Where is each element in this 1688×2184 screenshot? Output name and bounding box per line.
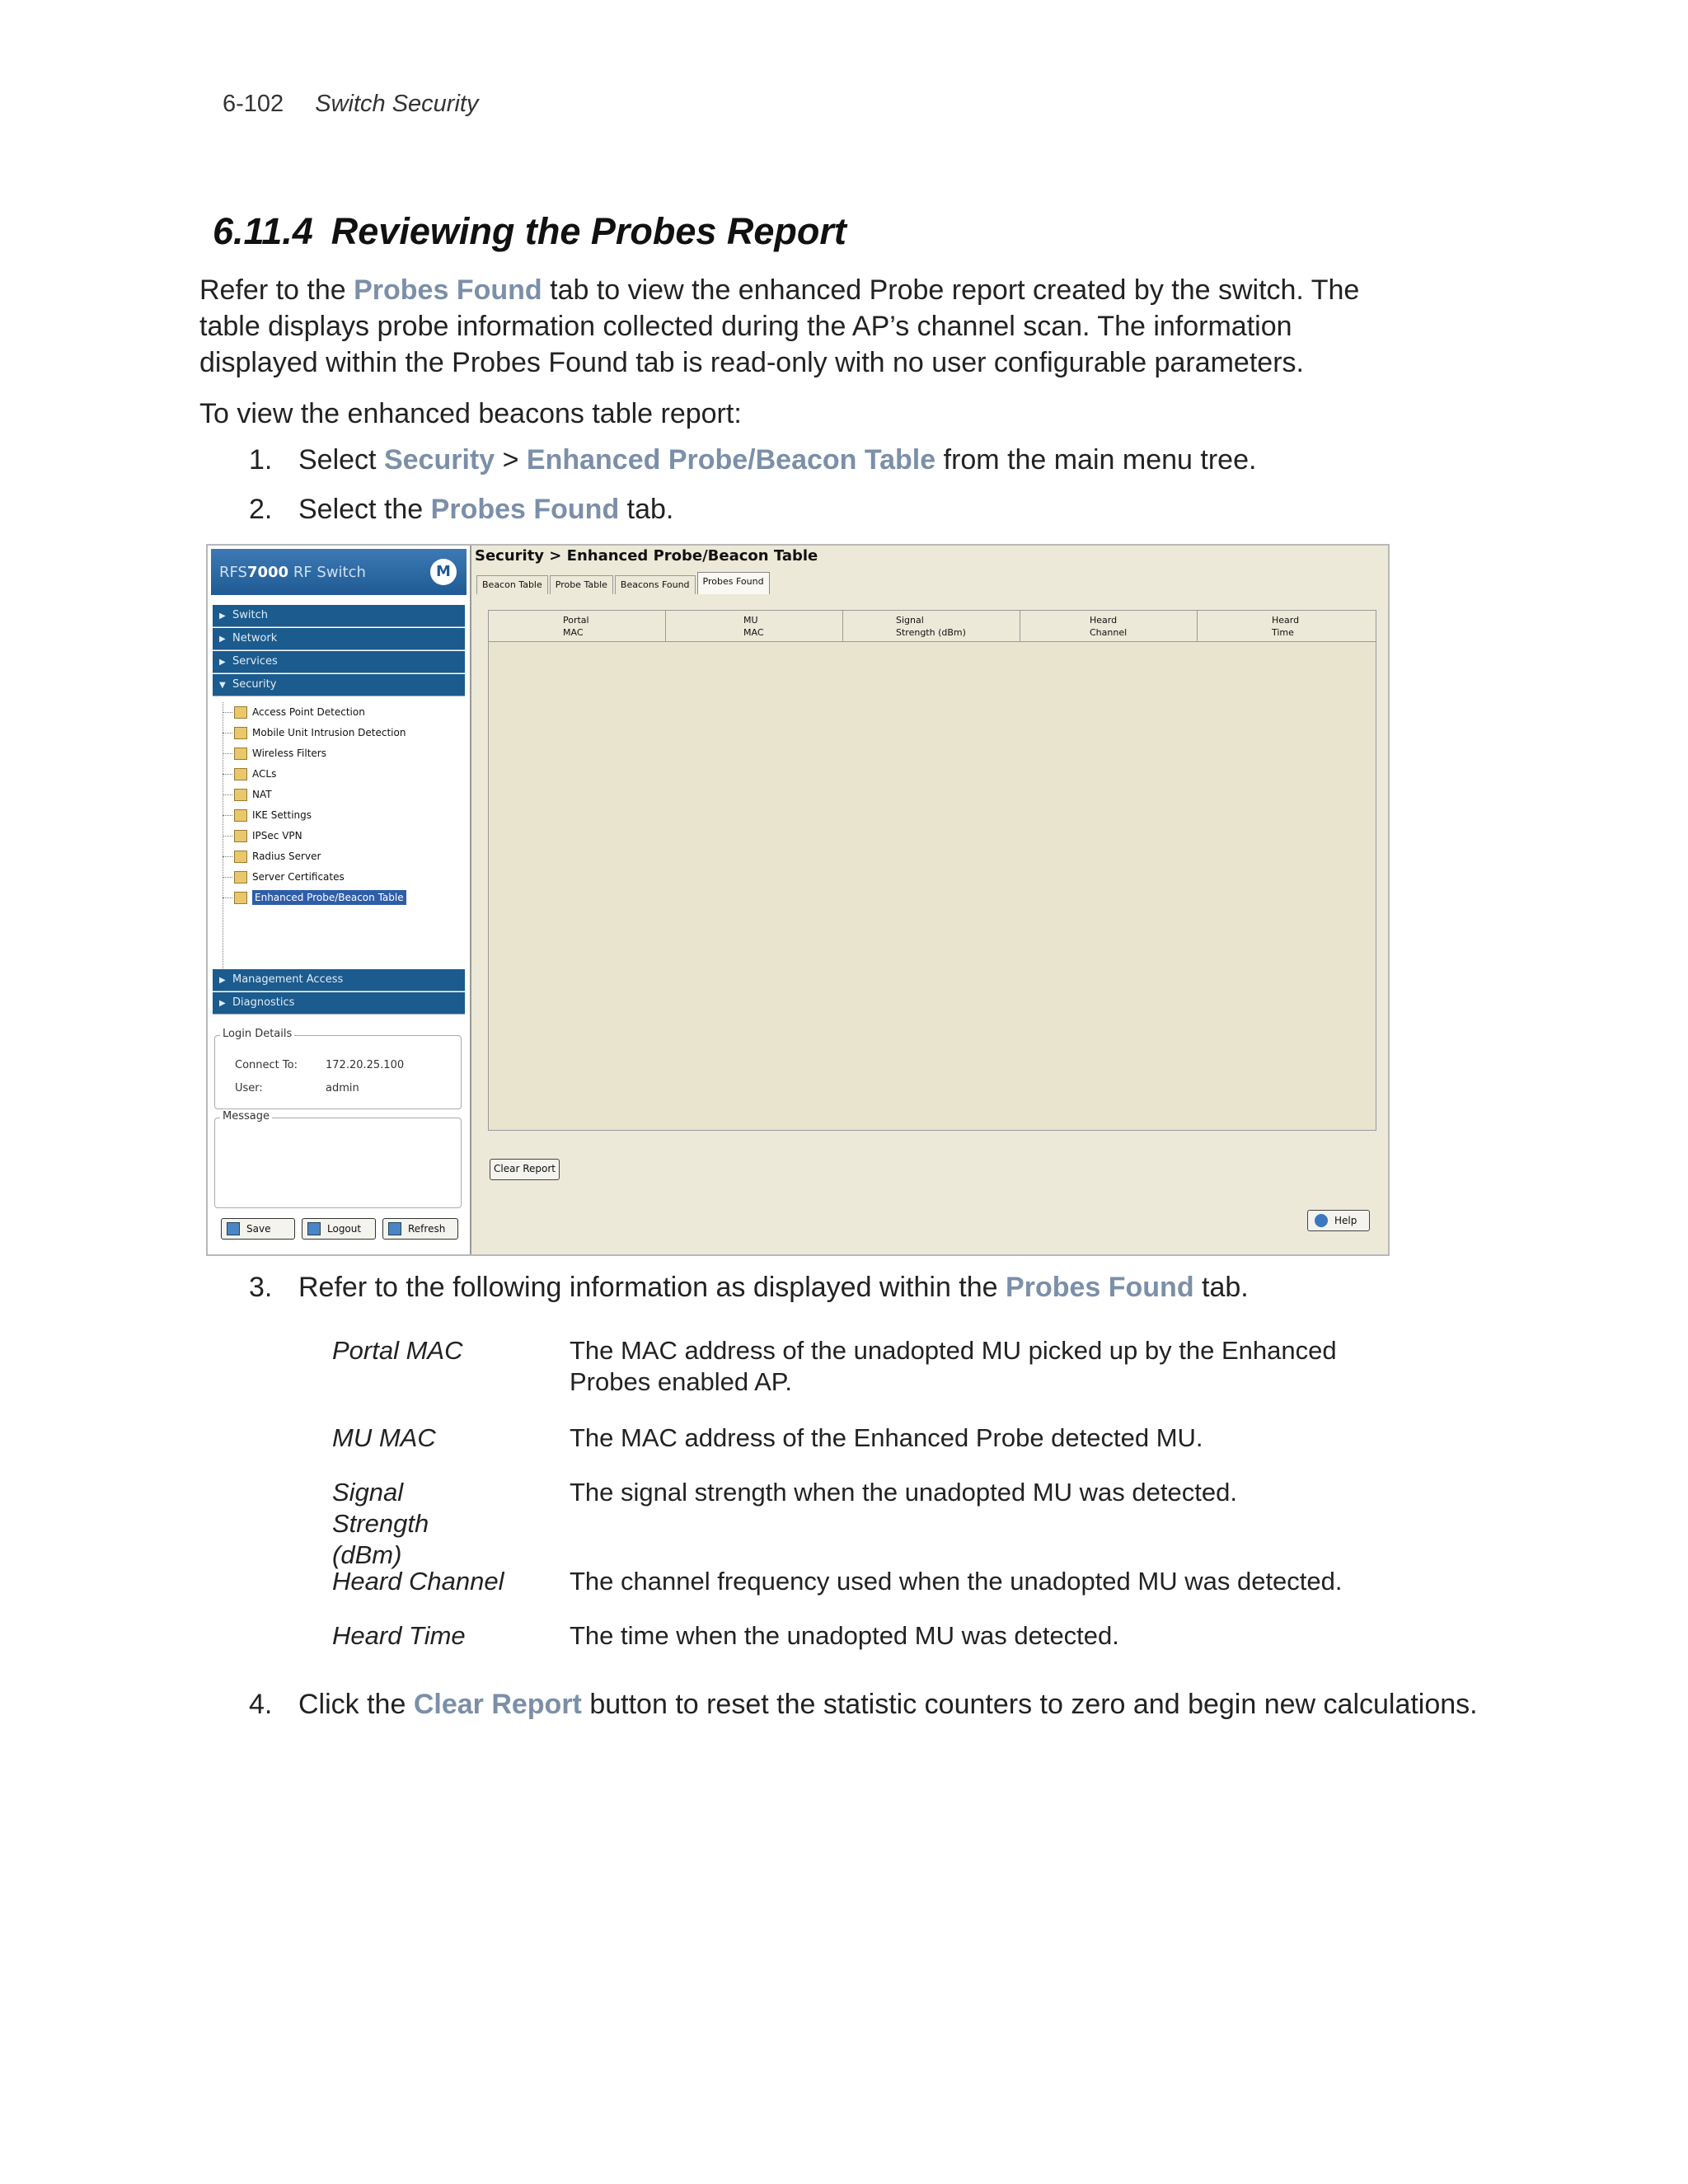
- page-header: [223, 91, 478, 118]
- column-label: Heard Channel: [1090, 615, 1128, 638]
- step-text: tab.: [619, 494, 674, 525]
- tree-branch: [223, 836, 232, 837]
- save-button[interactable]: [221, 1218, 295, 1240]
- app-title-model: 7000: [246, 564, 289, 581]
- definition-term: Portal MAC: [332, 1336, 463, 1365]
- certificate-icon: [234, 871, 247, 883]
- connect-to-label: Connect To:: [235, 1059, 298, 1071]
- probes-found-link: Probes Found: [1006, 1272, 1194, 1303]
- step-number: 2.: [249, 494, 273, 525]
- logout-icon: [307, 1222, 321, 1235]
- definition-mu-mac: [332, 1422, 1404, 1455]
- tree-item-acls[interactable]: [216, 764, 463, 785]
- app-title: [219, 564, 366, 581]
- tab-probe-table[interactable]: Probe Table: [550, 575, 613, 594]
- triangle-right-icon: ▶: [219, 635, 226, 644]
- tree-label: Access Point Detection: [252, 706, 365, 718]
- nav-item-security[interactable]: [213, 674, 465, 696]
- definition-description: The MAC address of the Enhanced Probe detected MU.: [570, 1423, 1203, 1452]
- step-text: Select the: [298, 494, 431, 525]
- clear-report-button[interactable]: Clear Report: [490, 1159, 560, 1180]
- help-label: Help: [1334, 1215, 1357, 1226]
- definition-term: Signal Strength (dBm): [332, 1478, 429, 1569]
- clear-report-link: Clear Report: [413, 1689, 582, 1720]
- step-text: >: [495, 444, 527, 476]
- definition-description: The time when the unadopted MU was detected.: [570, 1621, 1119, 1650]
- step-text: Refer to the following information as displayed within the: [298, 1272, 1006, 1303]
- nav-item-switch[interactable]: [213, 605, 465, 627]
- message-legend: Message: [220, 1110, 272, 1122]
- nav-item-diagnostics[interactable]: [213, 992, 465, 1015]
- triangle-right-icon: ▶: [219, 612, 226, 621]
- tree-item-mobile-unit-intrusion-detection[interactable]: [216, 723, 463, 743]
- column-label: Heard Time: [1272, 615, 1300, 638]
- definition-heard-time: [332, 1620, 1404, 1653]
- definition-portal-mac: [332, 1335, 1404, 1401]
- nav-label: Network: [232, 632, 278, 644]
- folder-icon: [234, 727, 247, 739]
- section-heading: [213, 210, 846, 253]
- help-icon: [1315, 1214, 1328, 1227]
- intro-text-2: tab to view the enhanced Probe report created by the switch. The table displays probe information collected during the AP’s channel scan. The information displayed within the Probes Found tab is read-only with no user configurable parameters.: [199, 274, 1360, 378]
- tree-item-ipsec-vpn[interactable]: [216, 826, 463, 846]
- triangle-right-icon: ▶: [219, 999, 226, 1008]
- column-label: Portal MAC: [563, 615, 589, 638]
- enhanced-probe-beacon-table-link: Enhanced Probe/Beacon Table: [526, 444, 936, 476]
- user-label: User:: [235, 1082, 263, 1094]
- step-number: 3.: [249, 1272, 273, 1303]
- login-details-legend: Login Details: [220, 1028, 294, 1040]
- logout-button[interactable]: [302, 1218, 376, 1240]
- definition-description: The channel frequency used when the unadopted MU was detected.: [570, 1567, 1343, 1596]
- nav-item-management-access[interactable]: [213, 969, 465, 991]
- app-title-prefix: RFS: [219, 564, 247, 581]
- tab-beacons-found[interactable]: Beacons Found: [615, 575, 696, 594]
- user-value: admin: [326, 1082, 359, 1094]
- folder-icon: [234, 892, 247, 904]
- definition-term: Heard Channel: [332, 1567, 504, 1596]
- triangle-right-icon: ▶: [219, 658, 226, 667]
- probes-table: [488, 610, 1376, 1131]
- tree-item-server-certificates[interactable]: [216, 867, 463, 888]
- logout-label: Logout: [327, 1223, 362, 1235]
- tree-label: Server Certificates: [252, 871, 345, 883]
- to-view-text: To view the enhanced beacons table report:: [199, 398, 742, 429]
- tree-branch: [223, 856, 232, 857]
- probes-found-link: Probes Found: [430, 494, 620, 525]
- folder-icon: [234, 706, 247, 719]
- folder-icon: [234, 768, 247, 780]
- tree-label: IKE Settings: [252, 809, 312, 821]
- refresh-icon: [388, 1222, 401, 1235]
- column-label: Signal Strength (dBm): [896, 615, 966, 638]
- column-label: MU MAC: [743, 615, 764, 638]
- tree-branch: [223, 753, 232, 754]
- security-tree: [216, 702, 463, 908]
- left-panel: [208, 546, 471, 1254]
- step-3: [249, 1269, 1249, 1305]
- step-text: Click the: [298, 1689, 414, 1720]
- page-number: 6-102: [223, 91, 284, 117]
- screenshot-figure: [206, 544, 1390, 1256]
- nav-label: Diagnostics: [232, 996, 295, 1009]
- save-icon: [227, 1222, 240, 1235]
- key-icon: [234, 830, 247, 842]
- intro-probes-found-link: Probes Found: [354, 274, 542, 306]
- lock-icon: [234, 809, 247, 822]
- step-2: [249, 491, 673, 527]
- tree-branch: [223, 774, 232, 775]
- tree-label: Enhanced Probe/Beacon Table: [252, 890, 406, 905]
- nav-label: Switch: [232, 609, 268, 621]
- tree-branch: [223, 712, 232, 713]
- column-header-mu-mac[interactable]: [666, 611, 843, 642]
- nav-item-network[interactable]: [213, 628, 465, 650]
- intro-paragraph: [199, 272, 1395, 381]
- step-1: [249, 442, 1256, 478]
- definition-signal-strength: [332, 1477, 1404, 1569]
- column-header-signal-strength[interactable]: [843, 611, 1020, 642]
- definition-description: The MAC address of the unadopted MU picked up by the Enhanced Probes enabled AP.: [570, 1336, 1337, 1396]
- section-title: Switch Security: [315, 91, 479, 117]
- step-text: from the main menu tree.: [935, 444, 1257, 476]
- nav-label: Security: [232, 678, 277, 691]
- nav-label: Management Access: [232, 973, 344, 986]
- tree-branch: [223, 815, 232, 816]
- tree-item-access-point-detection[interactable]: [216, 702, 463, 723]
- connect-to-value: 172.20.25.100: [326, 1059, 405, 1071]
- step-text: button to reset the statistic counters to zero and begin new calculations.: [581, 1689, 1478, 1720]
- column-header-heard-time[interactable]: [1198, 611, 1376, 642]
- definition-heard-channel: [332, 1566, 1404, 1599]
- save-label: Save: [246, 1223, 271, 1235]
- tree-branch: [223, 794, 232, 795]
- step-4: [249, 1686, 1478, 1722]
- server-icon: [234, 851, 247, 863]
- definition-term: MU MAC: [332, 1423, 436, 1452]
- panel-title: Security > Enhanced Probe/Beacon Table: [475, 547, 818, 565]
- motorola-logo: M: [430, 559, 457, 585]
- triangle-right-icon: ▶: [219, 976, 226, 985]
- step-text: tab.: [1193, 1272, 1249, 1303]
- nav-label: Services: [232, 655, 278, 668]
- definition-term: Heard Time: [332, 1621, 466, 1650]
- column-header-heard-channel[interactable]: [1020, 611, 1198, 642]
- tree-label: Radius Server: [252, 851, 321, 862]
- tree-item-radius-server[interactable]: [216, 846, 463, 867]
- app-title-suffix: RF Switch: [288, 564, 366, 581]
- security-link: Security: [383, 444, 495, 476]
- app-title-bar: [211, 549, 467, 595]
- tab-beacon-table[interactable]: Beacon Table: [476, 575, 548, 594]
- folder-icon: [234, 789, 247, 801]
- folder-icon: [234, 748, 247, 760]
- step-number: 1.: [249, 444, 273, 476]
- triangle-down-icon: ▼: [219, 681, 226, 690]
- step-text: Select: [298, 444, 384, 476]
- tree-item-enhanced-probe-beacon-table[interactable]: [216, 888, 463, 908]
- tree-label: NAT: [252, 789, 272, 800]
- step-number: 4.: [249, 1689, 273, 1720]
- intro-text-1: Refer to the: [199, 274, 354, 306]
- login-details-group: [214, 1028, 462, 1109]
- message-group: [214, 1110, 462, 1208]
- nav-item-services[interactable]: [213, 651, 465, 673]
- tree-branch: [223, 877, 232, 878]
- tab-bar: [476, 572, 771, 592]
- help-button[interactable]: [1307, 1210, 1370, 1231]
- tree-item-wireless-filters[interactable]: [216, 743, 463, 764]
- tree-label: IPSec VPN: [252, 830, 302, 841]
- tree-item-nat[interactable]: [216, 785, 463, 805]
- tree-item-ike-settings[interactable]: [216, 805, 463, 826]
- tree-label: ACLs: [252, 768, 277, 780]
- heading-title: Reviewing the Probes Report: [331, 210, 846, 252]
- refresh-label: Refresh: [408, 1223, 446, 1235]
- column-header-portal-mac[interactable]: [489, 611, 666, 642]
- heading-number: 6.11.4: [213, 210, 313, 252]
- tree-label: Wireless Filters: [252, 748, 326, 759]
- refresh-button[interactable]: [382, 1218, 458, 1240]
- tab-probes-found[interactable]: Probes Found: [697, 572, 770, 594]
- definition-description: The signal strength when the unadopted MU was detected.: [570, 1478, 1237, 1507]
- tree-label: Mobile Unit Intrusion Detection: [252, 727, 406, 738]
